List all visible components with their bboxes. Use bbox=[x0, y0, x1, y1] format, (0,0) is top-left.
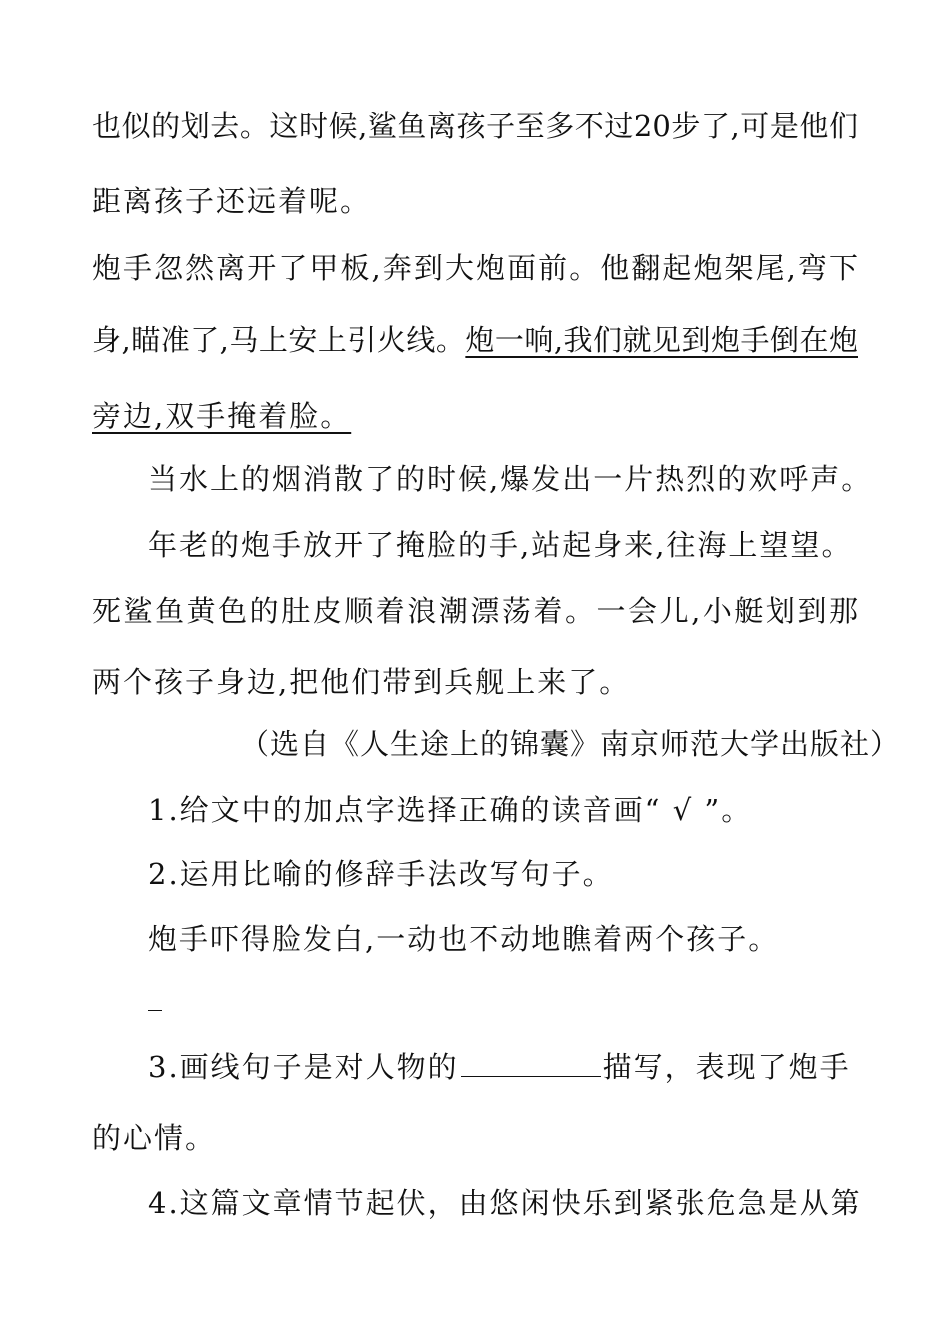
question-3-part-a: 3.画线句子是对人物的 bbox=[148, 1050, 459, 1084]
paragraph-line-7: 年老的炮手放开了掩脸的手,站起身来,往海上望望。 bbox=[148, 528, 853, 562]
underlined-sentence: 炮一响,我们就见到炮手倒在炮 bbox=[465, 323, 858, 357]
question-3 bbox=[148, 1047, 851, 1087]
question-2: 2.运用比喻的修辞手法改写句子。 bbox=[148, 857, 614, 891]
underlined-sentence-end: 旁边,双手掩着脸。 bbox=[92, 399, 352, 433]
paragraph-line-3: 炮手忽然离开了甲板,奔到大炮面前。他翻起炮架尾,弯下 bbox=[92, 251, 858, 285]
paragraph-line-2: 距离孩子还远着呢。 bbox=[92, 184, 372, 218]
paragraph-line-5 bbox=[92, 396, 351, 436]
plain-text: 身,瞄准了,马上安上引火线。 bbox=[92, 323, 466, 357]
source-citation: （选自《人生途上的锦囊》南京师范大学出版社） bbox=[240, 727, 901, 761]
question-1: 1.给文中的加点字选择正确的读音画“ √ ”。 bbox=[148, 793, 753, 827]
paragraph-line-6: 当水上的烟消散了的时候,爆发出一片热烈的欢呼声。 bbox=[148, 462, 873, 496]
paragraph-line-9: 两个孩子身边,把他们带到兵舰上来了。 bbox=[92, 665, 631, 699]
question-3-continued: 的心情。 bbox=[92, 1121, 217, 1155]
answer-blank-q2[interactable] bbox=[148, 1010, 162, 1011]
answer-blank-q3[interactable] bbox=[461, 1048, 601, 1077]
question-2-sentence: 炮手吓得脸发白,一动也不动地瞧着两个孩子。 bbox=[148, 922, 780, 956]
question-3-part-b: 描写，表现了炮手 bbox=[602, 1050, 851, 1084]
paragraph-line-1: 也似的划去。这时候,鲨鱼离孩子至多不过20步了,可是他们 bbox=[92, 109, 858, 143]
paragraph-line-4 bbox=[92, 320, 858, 360]
paragraph-line-8: 死鲨鱼黄色的肚皮顺着浪潮漂荡着。一会儿,小艇划到那 bbox=[92, 594, 858, 628]
question-4: 4.这篇文章情节起伏，由悠闲快乐到紧张危急是从第 bbox=[148, 1186, 862, 1220]
